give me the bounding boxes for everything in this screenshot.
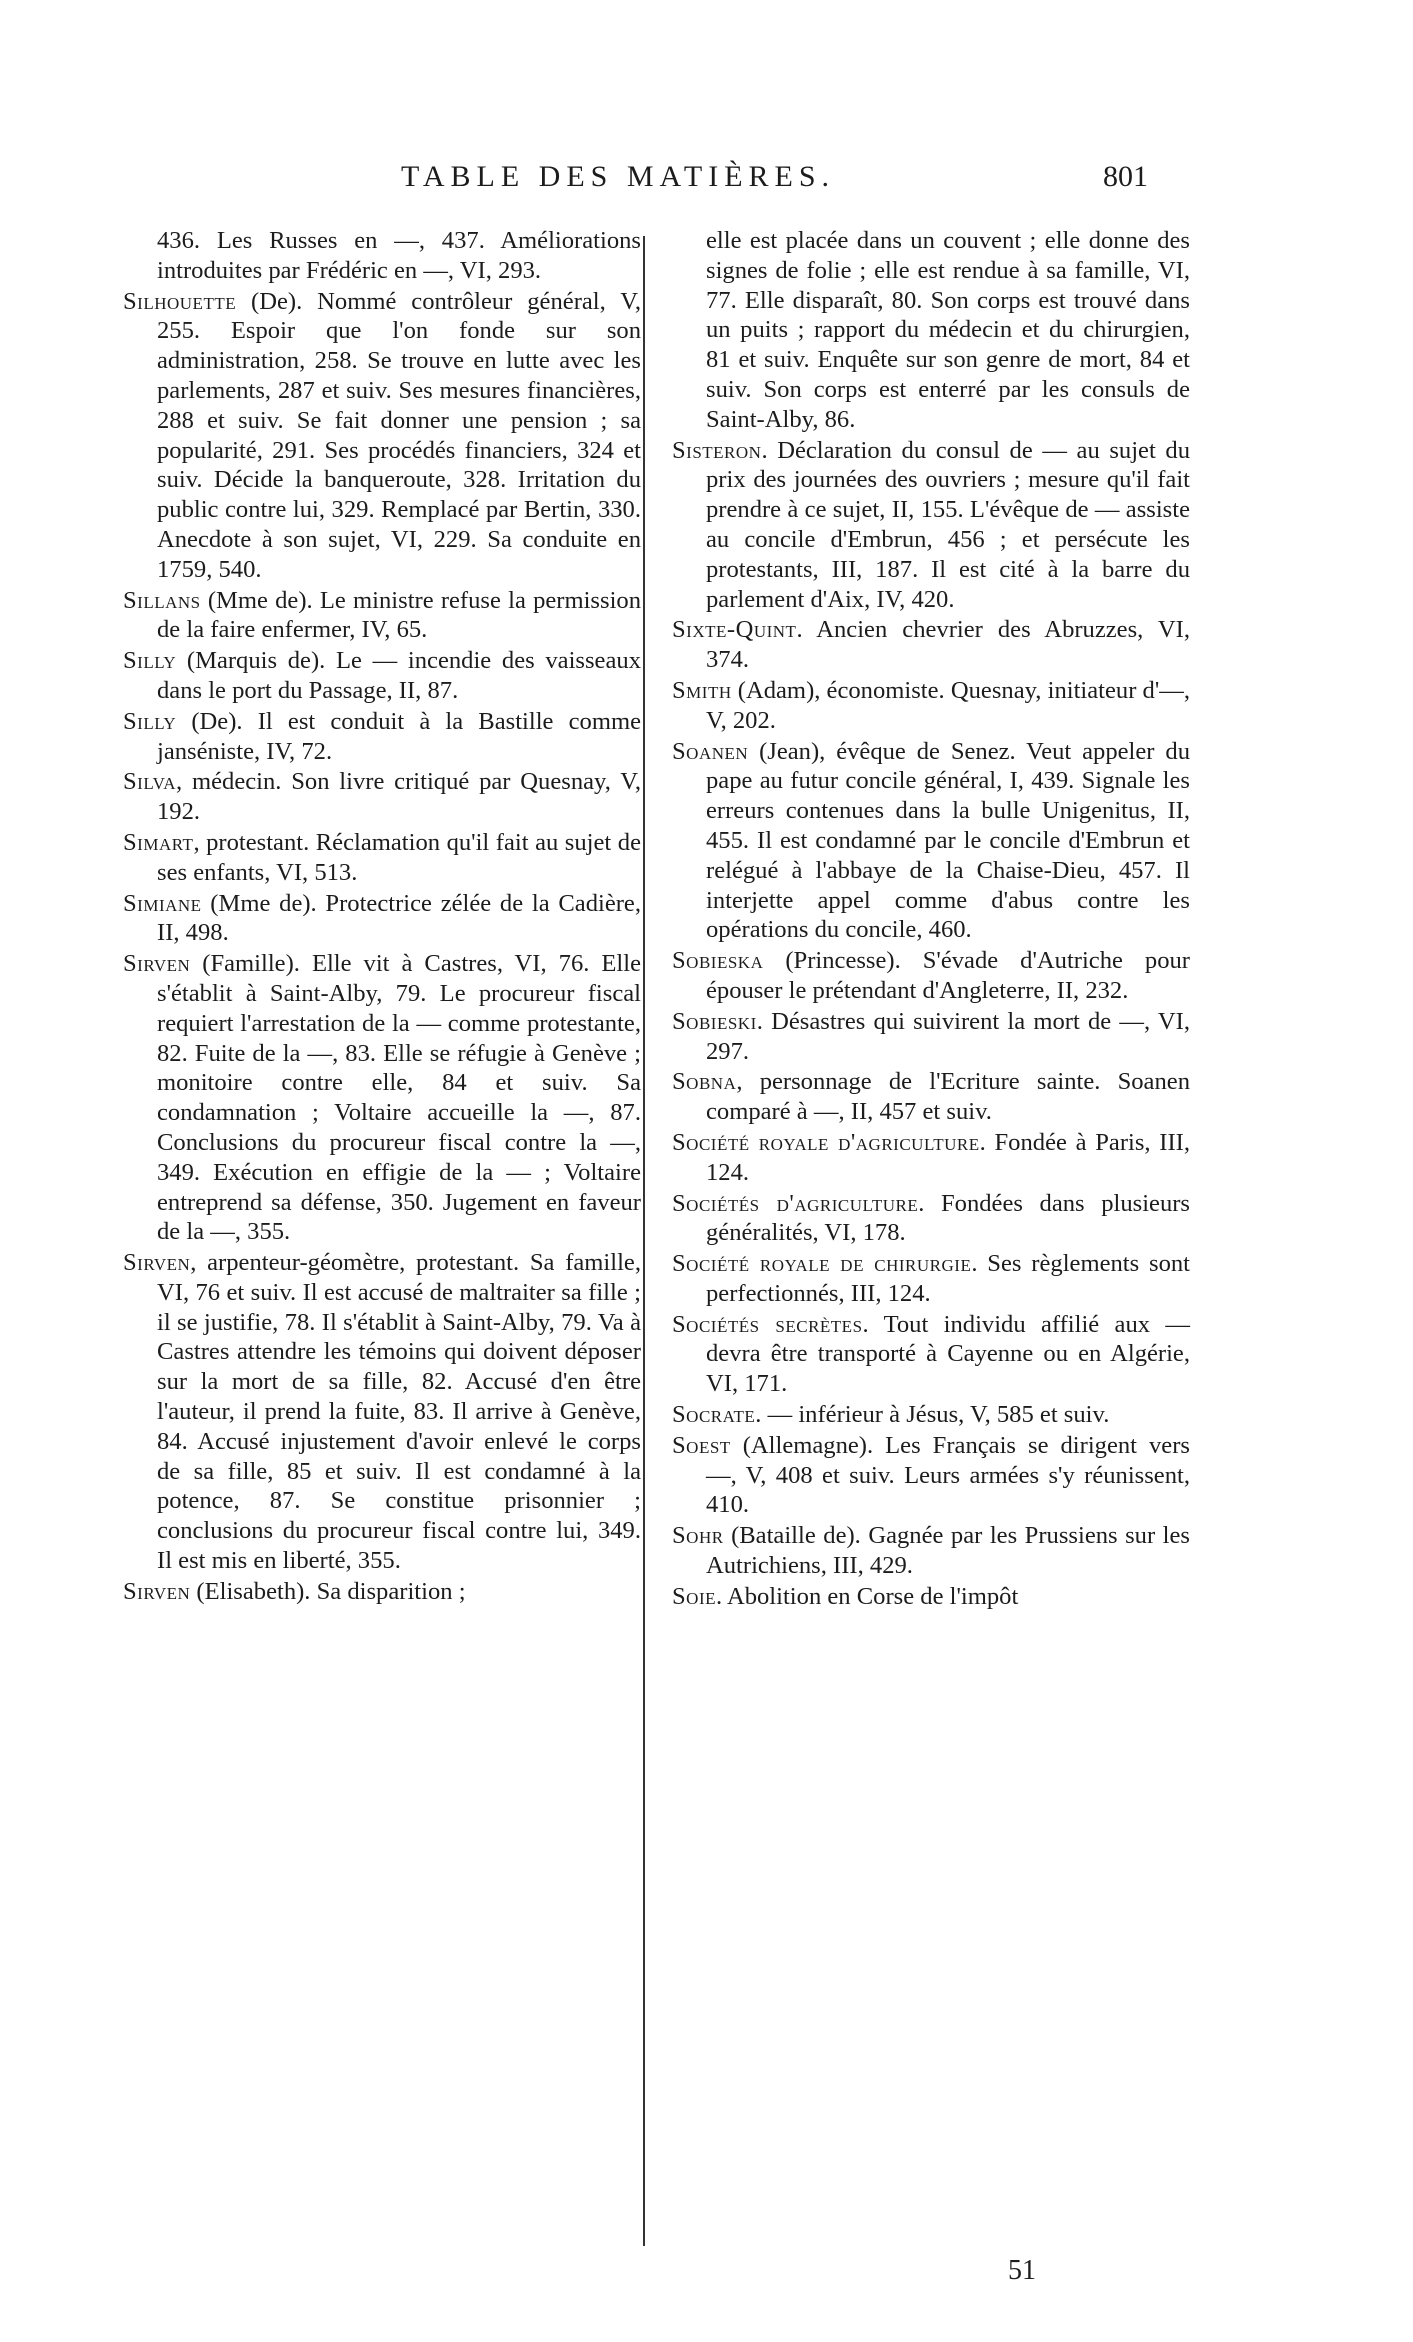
index-entry (123, 707, 641, 767)
entry-heading: Soest (672, 1431, 731, 1459)
entry-heading: Silly (123, 707, 177, 735)
entry-text: (Elisabeth). Sa disparition ; (190, 1577, 466, 1605)
entry-heading: Simart (123, 828, 194, 856)
index-entry (672, 946, 1190, 1006)
entry-heading: Sirven (123, 950, 191, 978)
running-head (88, 160, 1148, 200)
entry-text: , protestant. Réclamation qu'il fait au sujet de ses enfants, VI, 513. (157, 828, 641, 886)
index-entry (672, 1521, 1190, 1581)
entry-heading: Société royale d'agriculture (672, 1128, 980, 1156)
index-entry (123, 1577, 641, 1607)
entry-text: , arpenteur-géomètre, protestant. Sa famille, VI, 76 et suiv. Il est accusé de maltraiter sa fille ; il se justifie, 78. Il s'établit à Saint-Alby, 79. Va à Castres attendre les témoins qui doivent déposer sur la mort de sa fille, 82. Accusé d'en être l'auteur, il prend la fuite, 83. Il arrive à Genève, 84. Accusé injustement d'avoir enlevé le corps de sa fille, 85 et suiv. Il est condamné à la potence, 87. Se constitue prisonnier ; conclusions du procureur fiscal contre lui, 349. Il est mis en liberté, 355. (157, 1249, 641, 1575)
entry-text: . Fondées dans plusieurs généralités, VI, 178. (706, 1189, 1190, 1247)
entry-text: (Adam), économiste. Quesnay, initiateur d'—, V, 202. (706, 676, 1191, 734)
entry-text: . Tout individu affilié aux — devra être transporté à Cayenne ou en Algérie, VI, 171. (706, 1310, 1190, 1398)
entry-heading: Sociétés secrètes (672, 1310, 863, 1338)
entry-text: . Désastres qui suivirent la mort de —, VI, 297. (706, 1007, 1190, 1065)
entry-heading: Sohr (672, 1522, 724, 1550)
entry-heading: Sirven (123, 1577, 191, 1605)
index-entry (123, 1248, 641, 1576)
entry-heading: Sisteron (672, 436, 762, 464)
entry-heading: Smith (672, 676, 732, 704)
index-entry (672, 676, 1190, 736)
entry-heading: Société royale de chirurgie (672, 1250, 972, 1278)
index-entry (123, 287, 641, 585)
index-entry (123, 828, 641, 888)
index-entry (672, 436, 1190, 615)
index-entry (672, 226, 1190, 435)
entry-text: . Ancien chevrier des Abruzzes, VI, 374. (706, 616, 1190, 674)
page-title: TABLE DES MATIÈRES. (400, 160, 836, 193)
index-entry (123, 767, 641, 827)
entry-text: , médecin. Son livre critiqué par Quesnay, V, 192. (157, 768, 641, 826)
entry-heading: Sillans (123, 586, 201, 614)
column-divider (643, 236, 645, 2246)
entry-heading: Soie (672, 1582, 717, 1610)
entry-text: (De). Nommé contrôleur général, V, 255. Espoir que l'on fonde sur son administration, 258. Se trouve en lutte avec les parlements, 287 et suiv. Ses mesures financières, 288 et suiv. Se fait donner une pension ; sa popularité, 291. Ses procédés financiers, 324 et suiv. Décide la banqueroute, 328. Irritation du public contre lui, 329. Remplacé par Bertin, 330. Anecdote à son sujet, VI, 229. Sa conduite en 1759, 540. (157, 287, 641, 583)
index-entry (123, 889, 641, 949)
entry-text: . Ses règlements sont perfectionnés, III, 124. (706, 1250, 1191, 1307)
entry-heading: Sobna (672, 1068, 737, 1096)
index-entry (672, 737, 1190, 946)
entry-text: . Déclaration du consul de — au sujet du prix des journées des ouvriers ; mesure qu'il fait prendre à ce sujet, II, 155. L'évêque de — assiste au concile d'Embrun, 456 ; et persécute les protestants, III, 187. Il est cité à la barre du parlement d'Aix, IV, 420. (706, 436, 1190, 613)
entry-text: (Bataille de). Gagnée par les Prussiens sur les Autrichiens, III, 429. (706, 1522, 1190, 1580)
entry-text: (Mme de). Protectrice zélée de la Cadière, II, 498. (157, 889, 641, 947)
index-entry (123, 226, 641, 286)
entry-text: elle est placée dans un couvent ; elle donne des signes de folie ; elle est rendue à sa famille, VI, 77. Elle disparaît, 80. Son corps est trouvé dans un puits ; rapport du médecin et du chirurgien, 81 et suiv. Enquête sur son genre de mort, 84 et suiv. Son corps est enterré par les consuls de Saint-Alby, 86. (706, 227, 1190, 433)
entry-text: (Mme de). Le ministre refuse la permission de la faire enfermer, IV, 65. (157, 586, 641, 644)
entry-heading: Simiane (123, 889, 202, 917)
entry-text: . Fondée à Paris, III, 124. (706, 1128, 1190, 1186)
index-entry (672, 1400, 1190, 1430)
entry-text: . — inférieur à Jésus, V, 585 et suiv. (755, 1401, 1110, 1429)
index-entry (672, 1007, 1190, 1067)
entry-heading: Sixte-Quint (672, 616, 797, 644)
entry-text: (Allemagne). Les Français se dirigent vers —, V, 408 et suiv. Leurs armées s'y réunissent, 410. (706, 1431, 1190, 1519)
index-entry (672, 1431, 1190, 1520)
entry-text: (Marquis de). Le — incendie des vaisseaux dans le port du Passage, II, 87. (157, 647, 641, 704)
index-entry (123, 586, 641, 646)
entry-heading: Sobieska (672, 947, 764, 975)
entry-text: , personnage de l'Ecriture sainte. Soanen comparé à —, II, 457 et suiv. (706, 1068, 1190, 1126)
index-entry (123, 646, 641, 706)
page-number: 801 (1103, 160, 1148, 193)
right-column (672, 226, 1190, 1613)
entry-heading: Sirven (123, 1249, 191, 1277)
index-entry (672, 1582, 1190, 1612)
entry-heading: Silly (123, 647, 177, 675)
index-entry (672, 1128, 1190, 1188)
index-entry (672, 615, 1190, 675)
signature-mark: 51 (1008, 2255, 1036, 2286)
entry-text: (Princesse). S'évade d'Autriche pour épouser le prétendant d'Angleterre, II, 232. (706, 947, 1190, 1004)
index-entry (123, 949, 641, 1247)
entry-heading: Sobieski (672, 1007, 757, 1035)
entry-heading: Sociétés d'agriculture (672, 1189, 919, 1217)
entry-heading: Soanen (672, 737, 749, 765)
entry-text: (Famille). Elle vit à Castres, VI, 76. Elle s'établit à Saint-Alby, 79. Le procureur fiscal requiert l'arrestation de la — comme protestante, 82. Fuite de la —, 83. Elle se réfugie à Genève ; monitoire contre elle, 84 et suiv. Sa condamnation ; Voltaire accueille la —, 87. Conclusions du procureur fiscal contre la —, 349. Exécution en effigie de la — ; Voltaire entreprend sa défense, 350. Jugement en faveur de la —, 355. (157, 950, 641, 1246)
entry-heading: Silva (123, 768, 177, 796)
entry-text: (De). Il est conduit à la Bastille comme janséniste, IV, 72. (157, 707, 641, 765)
index-entry (672, 1189, 1190, 1249)
index-entry (672, 1310, 1190, 1399)
entry-text: . Abolition en Corse de l'impôt (716, 1582, 1019, 1610)
left-column (123, 226, 641, 1608)
entry-heading: Socrate (672, 1401, 756, 1429)
index-entry (672, 1067, 1190, 1127)
entry-heading: Silhouette (123, 287, 237, 315)
index-entry (672, 1249, 1190, 1309)
entry-text: 436. Les Russes en —, 437. Améliorations introduites par Frédéric en —, VI, 293. (157, 227, 641, 284)
entry-text: (Jean), évêque de Senez. Veut appeler du pape au futur concile général, I, 439. Signale les erreurs contenues dans la bulle Unigenitus, II, 455. Il est condamné par le concile d'Embrun et relégué à l'abbaye de la Chaise-Dieu, 457. Il interjette appel comme d'abus contre les opérations du concile, 460. (706, 737, 1190, 944)
